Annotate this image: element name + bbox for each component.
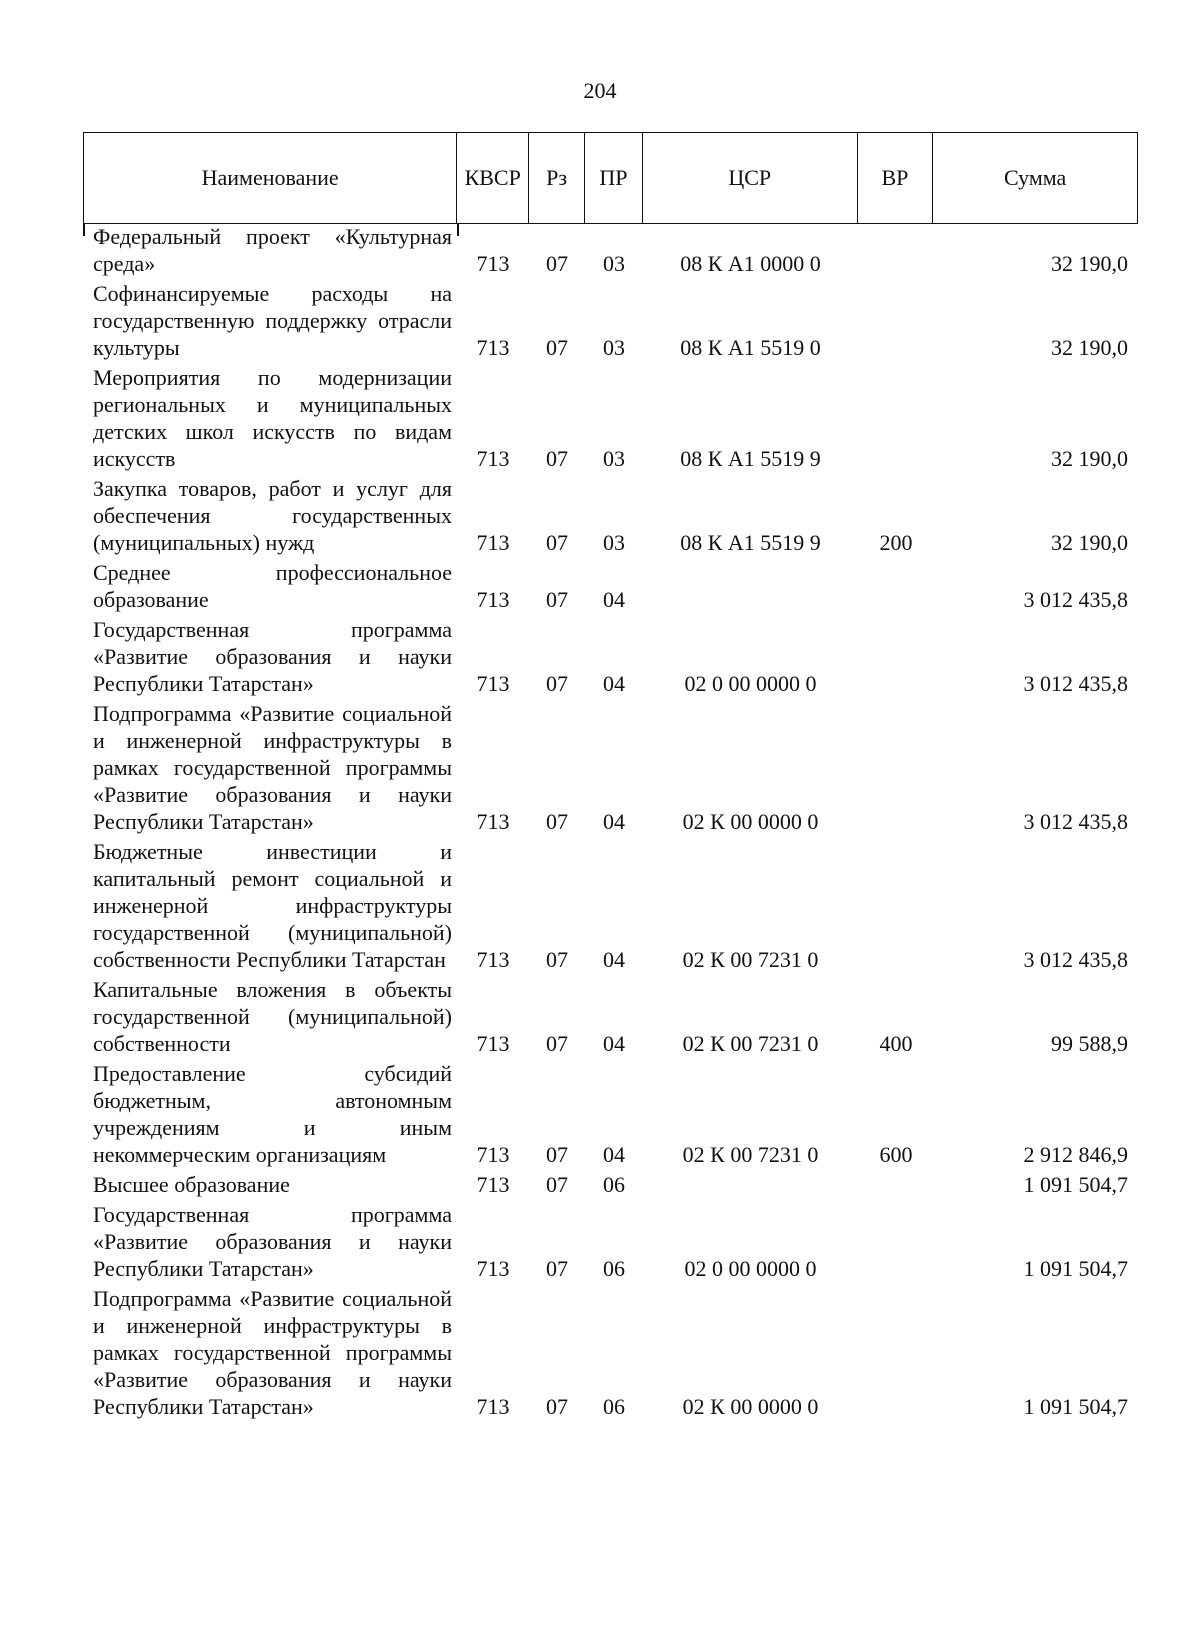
table-row — [83, 223, 1138, 277]
row-sum: 32 190,0 — [1051, 446, 1128, 471]
header-vr: ВР — [858, 133, 934, 223]
table-row — [83, 838, 1138, 973]
row-pr: 04 — [603, 1142, 625, 1167]
row-pr: 04 — [603, 1031, 625, 1056]
table-row — [83, 1201, 1138, 1282]
table-row — [83, 559, 1138, 613]
row-csr: 02 К 00 0000 0 — [682, 1394, 819, 1419]
row-sum: 1 091 504,7 — [1023, 1256, 1128, 1281]
table-row — [83, 1060, 1138, 1168]
row-rz: 07 — [546, 1256, 568, 1281]
row-pr: 06 — [603, 1256, 625, 1281]
row-rz: 07 — [546, 446, 568, 471]
row-sum: 1 091 504,7 — [1023, 1394, 1128, 1419]
table-row — [83, 1285, 1138, 1420]
row-csr: 02 К 00 0000 0 — [682, 809, 819, 834]
table-row — [83, 280, 1138, 361]
row-vr: 400 — [879, 1031, 913, 1056]
row-name: Государственная программа «Развитие образования и науки Республики Татарстан» — [93, 1202, 452, 1281]
row-csr: 08 К А1 0000 0 — [680, 251, 821, 276]
row-name: Подпрограмма «Развитие социальной и инженерной инфраструктуры в рамках государственной программы «Развитие образования и науки Республики Татарстан» — [93, 701, 452, 834]
row-csr: 08 К А1 5519 9 — [680, 530, 821, 555]
row-kvsr: 713 — [476, 251, 510, 276]
row-name: Бюджетные инвестиции и капитальный ремонт социальной и инженерной инфраструктуры государственной (муниципальной) собственности Республики Татарстан — [93, 839, 452, 972]
row-rz: 07 — [546, 530, 568, 555]
row-rz: 07 — [546, 335, 568, 360]
row-rz: 07 — [546, 671, 568, 696]
row-sum: 3 012 435,8 — [1023, 671, 1128, 696]
row-kvsr: 713 — [476, 671, 510, 696]
row-kvsr: 713 — [476, 1256, 510, 1281]
row-rz: 07 — [546, 1031, 568, 1056]
table-row — [83, 1171, 1138, 1198]
row-vr: 200 — [879, 530, 913, 555]
row-csr: 08 К А1 5519 9 — [680, 446, 821, 471]
row-rz: 07 — [546, 1142, 568, 1167]
row-rz: 07 — [546, 587, 568, 612]
row-kvsr: 713 — [476, 1142, 510, 1167]
row-pr: 04 — [603, 809, 625, 834]
page-number: 204 — [583, 78, 617, 103]
row-sum: 2 912 846,9 — [1023, 1142, 1128, 1167]
row-pr: 04 — [603, 671, 625, 696]
header-kvsr: КВСР — [457, 133, 529, 223]
row-kvsr: 713 — [476, 587, 510, 612]
table-row — [83, 700, 1138, 835]
row-name: Федеральный проект «Культурная среда» — [93, 224, 452, 276]
header-name: Наименование — [84, 133, 457, 223]
row-pr: 06 — [603, 1394, 625, 1419]
row-pr: 04 — [603, 947, 625, 972]
row-pr: 03 — [603, 251, 625, 276]
row-vr: 600 — [879, 1142, 913, 1167]
row-kvsr: 713 — [476, 947, 510, 972]
row-kvsr: 713 — [476, 1394, 510, 1419]
row-sum: 3 012 435,8 — [1023, 947, 1128, 972]
row-pr: 03 — [603, 530, 625, 555]
row-pr: 03 — [603, 335, 625, 360]
row-sum: 32 190,0 — [1051, 251, 1128, 276]
row-name: Мероприятия по модернизации региональных и муниципальных детских школ искусств по видам искусств — [93, 365, 452, 471]
row-csr: 02 0 00 0000 0 — [684, 671, 817, 696]
row-sum: 32 190,0 — [1051, 335, 1128, 360]
header-csr: ЦСР — [643, 133, 858, 223]
row-sum: 99 588,9 — [1051, 1031, 1128, 1056]
row-kvsr: 713 — [476, 1172, 510, 1197]
row-sum: 3 012 435,8 — [1023, 809, 1128, 834]
row-rz: 07 — [546, 251, 568, 276]
row-kvsr: 713 — [476, 446, 510, 471]
row-csr: 02 К 00 7231 0 — [682, 1031, 819, 1056]
row-csr: 02 К 00 7231 0 — [682, 1142, 819, 1167]
row-sum: 1 091 504,7 — [1023, 1172, 1128, 1197]
row-kvsr: 713 — [476, 809, 510, 834]
header-sum: Сумма — [1004, 165, 1067, 190]
row-pr: 03 — [603, 446, 625, 471]
row-pr: 06 — [603, 1172, 625, 1197]
row-kvsr: 713 — [476, 335, 510, 360]
row-name: Среднее профессиональное образование — [93, 560, 452, 612]
row-rz: 07 — [546, 1394, 568, 1419]
row-csr: 02 0 00 0000 0 — [684, 1256, 817, 1281]
table-header — [83, 132, 1138, 224]
table-row — [83, 475, 1138, 556]
row-rz: 07 — [546, 1172, 568, 1197]
row-name: Софинансируемые расходы на государственную поддержку отрасли культуры — [93, 281, 452, 360]
row-pr: 04 — [603, 587, 625, 612]
row-rz: 07 — [546, 809, 568, 834]
row-name: Капитальные вложения в объекты государственной (муниципальной) собственности — [93, 977, 452, 1056]
table-row — [83, 976, 1138, 1057]
row-kvsr: 713 — [476, 530, 510, 555]
table-row — [83, 364, 1138, 472]
row-kvsr: 713 — [476, 1031, 510, 1056]
row-csr: 02 К 00 7231 0 — [682, 947, 819, 972]
row-sum: 32 190,0 — [1051, 530, 1128, 555]
row-rz: 07 — [546, 947, 568, 972]
row-name: Подпрограмма «Развитие социальной и инженерной инфраструктуры в рамках государственной программы «Развитие образования и науки Республики Татарстан» — [93, 1286, 452, 1419]
row-sum: 3 012 435,8 — [1023, 587, 1128, 612]
row-name: Государственная программа «Развитие образования и науки Республики Татарстан» — [93, 617, 452, 696]
table-row — [83, 616, 1138, 697]
row-csr: 08 К А1 5519 0 — [680, 335, 821, 360]
row-name: Предоставление субсидий бюджетным, автономным учреждениям и иным некоммерческим организациям — [93, 1061, 452, 1167]
header-pr: ПР — [585, 133, 643, 223]
row-name: Высшее образование — [93, 1172, 290, 1197]
row-name: Закупка товаров, работ и услуг для обеспечения государственных (муниципальных) нужд — [93, 476, 452, 555]
header-rz: Рз — [529, 133, 585, 223]
table-body — [83, 225, 1138, 1420]
